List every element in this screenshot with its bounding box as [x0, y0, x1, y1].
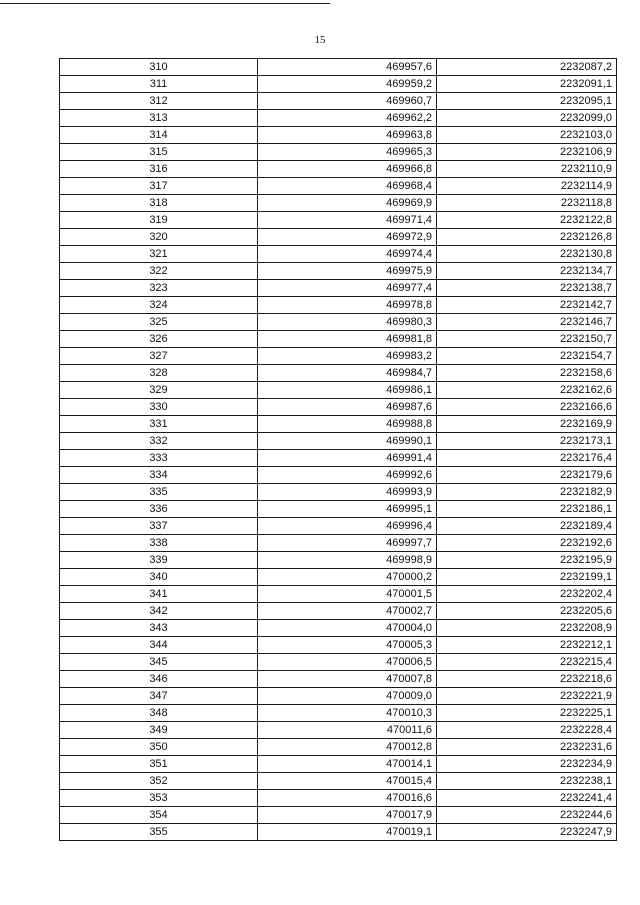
point-number-cell: 315 — [60, 144, 258, 161]
table-row — [60, 535, 617, 552]
y-coordinate-cell: 2232234,9 — [437, 756, 617, 773]
x-coordinate-cell: 469980,3 — [258, 314, 437, 331]
x-coordinate-cell: 470012,8 — [258, 739, 437, 756]
x-coordinate-cell: 470001,5 — [258, 586, 437, 603]
table-row — [60, 467, 617, 484]
table-row — [60, 365, 617, 382]
point-number-cell: 326 — [60, 331, 258, 348]
point-number-cell: 347 — [60, 688, 258, 705]
x-coordinate-cell: 469996,4 — [258, 518, 437, 535]
y-coordinate-cell: 2232208,9 — [437, 620, 617, 637]
y-coordinate-cell: 2232176,4 — [437, 450, 617, 467]
table-row — [60, 110, 617, 127]
table-row — [60, 450, 617, 467]
point-number-cell: 323 — [60, 280, 258, 297]
x-coordinate-cell: 470000,2 — [258, 569, 437, 586]
x-coordinate-cell: 469960,7 — [258, 93, 437, 110]
table-row — [60, 280, 617, 297]
point-number-cell: 329 — [60, 382, 258, 399]
table-row — [60, 433, 617, 450]
y-coordinate-cell: 2232215,4 — [437, 654, 617, 671]
y-coordinate-cell: 2232095,1 — [437, 93, 617, 110]
x-coordinate-cell: 469959,2 — [258, 76, 437, 93]
y-coordinate-cell: 2232244,6 — [437, 807, 617, 824]
y-coordinate-cell: 2232087,2 — [437, 59, 617, 76]
y-coordinate-cell: 2232228,4 — [437, 722, 617, 739]
x-coordinate-cell: 469998,9 — [258, 552, 437, 569]
table-row — [60, 93, 617, 110]
y-coordinate-cell: 2232186,1 — [437, 501, 617, 518]
x-coordinate-cell: 469983,2 — [258, 348, 437, 365]
point-number-cell: 339 — [60, 552, 258, 569]
table-row — [60, 127, 617, 144]
y-coordinate-cell: 2232238,1 — [437, 773, 617, 790]
y-coordinate-cell: 2232221,9 — [437, 688, 617, 705]
y-coordinate-cell: 2232212,1 — [437, 637, 617, 654]
y-coordinate-cell: 2232134,7 — [437, 263, 617, 280]
table-row — [60, 501, 617, 518]
y-coordinate-cell: 2232162,6 — [437, 382, 617, 399]
x-coordinate-cell: 469988,8 — [258, 416, 437, 433]
table-row — [60, 144, 617, 161]
point-number-cell: 338 — [60, 535, 258, 552]
x-coordinate-cell: 469997,7 — [258, 535, 437, 552]
table-row — [60, 688, 617, 705]
table-row — [60, 637, 617, 654]
point-number-cell: 317 — [60, 178, 258, 195]
table-row — [60, 246, 617, 263]
point-number-cell: 353 — [60, 790, 258, 807]
table-row — [60, 654, 617, 671]
table-row — [60, 705, 617, 722]
point-number-cell: 321 — [60, 246, 258, 263]
x-coordinate-cell: 469957,6 — [258, 59, 437, 76]
x-coordinate-cell: 469981,8 — [258, 331, 437, 348]
y-coordinate-cell: 2232110,9 — [437, 161, 617, 178]
table-row — [60, 195, 617, 212]
y-coordinate-cell: 2232195,9 — [437, 552, 617, 569]
table-row — [60, 178, 617, 195]
point-number-cell: 344 — [60, 637, 258, 654]
table-row — [60, 807, 617, 824]
point-number-cell: 354 — [60, 807, 258, 824]
y-coordinate-cell: 2232173,1 — [437, 433, 617, 450]
table-row — [60, 297, 617, 314]
point-number-cell: 330 — [60, 399, 258, 416]
x-coordinate-cell: 469993,9 — [258, 484, 437, 501]
y-coordinate-cell: 2232099,0 — [437, 110, 617, 127]
x-coordinate-cell: 469965,3 — [258, 144, 437, 161]
point-number-cell: 313 — [60, 110, 258, 127]
table-row — [60, 229, 617, 246]
table-row — [60, 161, 617, 178]
point-number-cell: 343 — [60, 620, 258, 637]
point-number-cell: 311 — [60, 76, 258, 93]
table-row — [60, 722, 617, 739]
y-coordinate-cell: 2232169,9 — [437, 416, 617, 433]
y-coordinate-cell: 2232231,6 — [437, 739, 617, 756]
table-row — [60, 331, 617, 348]
point-number-cell: 355 — [60, 824, 258, 841]
point-number-cell: 335 — [60, 484, 258, 501]
y-coordinate-cell: 2232199,1 — [437, 569, 617, 586]
x-coordinate-cell: 470005,3 — [258, 637, 437, 654]
table-row — [60, 416, 617, 433]
table-row — [60, 586, 617, 603]
table-row — [60, 620, 617, 637]
y-coordinate-cell: 2232179,6 — [437, 467, 617, 484]
y-coordinate-cell: 2232166,6 — [437, 399, 617, 416]
x-coordinate-cell: 469984,7 — [258, 365, 437, 382]
table-row — [60, 382, 617, 399]
y-coordinate-cell: 2232142,7 — [437, 297, 617, 314]
table-row — [60, 348, 617, 365]
x-coordinate-cell: 469987,6 — [258, 399, 437, 416]
x-coordinate-cell: 470009,0 — [258, 688, 437, 705]
x-coordinate-cell: 469972,9 — [258, 229, 437, 246]
table-row — [60, 790, 617, 807]
point-number-cell: 322 — [60, 263, 258, 280]
y-coordinate-cell: 2232126,8 — [437, 229, 617, 246]
point-number-cell: 325 — [60, 314, 258, 331]
point-number-cell: 336 — [60, 501, 258, 518]
y-coordinate-cell: 2232138,7 — [437, 280, 617, 297]
point-number-cell: 345 — [60, 654, 258, 671]
coordinates-table — [59, 58, 617, 841]
x-coordinate-cell: 469991,4 — [258, 450, 437, 467]
table-row — [60, 739, 617, 756]
table-row — [60, 671, 617, 688]
x-coordinate-cell: 470017,9 — [258, 807, 437, 824]
y-coordinate-cell: 2232146,7 — [437, 314, 617, 331]
table-row — [60, 263, 617, 280]
y-coordinate-cell: 2232192,6 — [437, 535, 617, 552]
point-number-cell: 320 — [60, 229, 258, 246]
y-coordinate-cell: 2232205,6 — [437, 603, 617, 620]
y-coordinate-cell: 2232106,9 — [437, 144, 617, 161]
point-number-cell: 350 — [60, 739, 258, 756]
table-row — [60, 824, 617, 841]
y-coordinate-cell: 2232189,4 — [437, 518, 617, 535]
point-number-cell: 316 — [60, 161, 258, 178]
y-coordinate-cell: 2232091,1 — [437, 76, 617, 93]
table-row — [60, 399, 617, 416]
point-number-cell: 318 — [60, 195, 258, 212]
table-row — [60, 314, 617, 331]
table-row — [60, 569, 617, 586]
x-coordinate-cell: 469974,4 — [258, 246, 437, 263]
x-coordinate-cell: 469969,9 — [258, 195, 437, 212]
coordinates-table-body — [60, 59, 617, 841]
point-number-cell: 327 — [60, 348, 258, 365]
x-coordinate-cell: 469968,4 — [258, 178, 437, 195]
point-number-cell: 333 — [60, 450, 258, 467]
table-row — [60, 773, 617, 790]
x-coordinate-cell: 470004,0 — [258, 620, 437, 637]
point-number-cell: 310 — [60, 59, 258, 76]
x-coordinate-cell: 469966,8 — [258, 161, 437, 178]
x-coordinate-cell: 469962,2 — [258, 110, 437, 127]
y-coordinate-cell: 2232122,8 — [437, 212, 617, 229]
y-coordinate-cell: 2232103,0 — [437, 127, 617, 144]
y-coordinate-cell: 2232118,8 — [437, 195, 617, 212]
point-number-cell: 331 — [60, 416, 258, 433]
point-number-cell: 348 — [60, 705, 258, 722]
point-number-cell: 346 — [60, 671, 258, 688]
y-coordinate-cell: 2232130,8 — [437, 246, 617, 263]
x-coordinate-cell: 470019,1 — [258, 824, 437, 841]
y-coordinate-cell: 2232218,6 — [437, 671, 617, 688]
table-row — [60, 552, 617, 569]
point-number-cell: 328 — [60, 365, 258, 382]
x-coordinate-cell: 469992,6 — [258, 467, 437, 484]
table-row — [60, 756, 617, 773]
top-edge-rule — [0, 3, 330, 4]
y-coordinate-cell: 2232225,1 — [437, 705, 617, 722]
y-coordinate-cell: 2232241,4 — [437, 790, 617, 807]
x-coordinate-cell: 469975,9 — [258, 263, 437, 280]
point-number-cell: 324 — [60, 297, 258, 314]
table-row — [60, 603, 617, 620]
y-coordinate-cell: 2232158,6 — [437, 365, 617, 382]
x-coordinate-cell: 470011,6 — [258, 722, 437, 739]
point-number-cell: 337 — [60, 518, 258, 535]
y-coordinate-cell: 2232154,7 — [437, 348, 617, 365]
point-number-cell: 351 — [60, 756, 258, 773]
page-number: 15 — [314, 34, 326, 46]
y-coordinate-cell: 2232114,9 — [437, 178, 617, 195]
x-coordinate-cell: 470002,7 — [258, 603, 437, 620]
table-row — [60, 484, 617, 501]
point-number-cell: 352 — [60, 773, 258, 790]
point-number-cell: 314 — [60, 127, 258, 144]
x-coordinate-cell: 469990,1 — [258, 433, 437, 450]
y-coordinate-cell: 2232202,4 — [437, 586, 617, 603]
x-coordinate-cell: 469971,4 — [258, 212, 437, 229]
point-number-cell: 341 — [60, 586, 258, 603]
table-row — [60, 518, 617, 535]
x-coordinate-cell: 470006,5 — [258, 654, 437, 671]
point-number-cell: 349 — [60, 722, 258, 739]
y-coordinate-cell: 2232182,9 — [437, 484, 617, 501]
x-coordinate-cell: 470015,4 — [258, 773, 437, 790]
table-row — [60, 59, 617, 76]
x-coordinate-cell: 469978,8 — [258, 297, 437, 314]
x-coordinate-cell: 470014,1 — [258, 756, 437, 773]
point-number-cell: 340 — [60, 569, 258, 586]
point-number-cell: 319 — [60, 212, 258, 229]
point-number-cell: 334 — [60, 467, 258, 484]
point-number-cell: 332 — [60, 433, 258, 450]
point-number-cell: 342 — [60, 603, 258, 620]
x-coordinate-cell: 470010,3 — [258, 705, 437, 722]
x-coordinate-cell: 469986,1 — [258, 382, 437, 399]
x-coordinate-cell: 469977,4 — [258, 280, 437, 297]
x-coordinate-cell: 469963,8 — [258, 127, 437, 144]
x-coordinate-cell: 470016,6 — [258, 790, 437, 807]
y-coordinate-cell: 2232150,7 — [437, 331, 617, 348]
y-coordinate-cell: 2232247,9 — [437, 824, 617, 841]
x-coordinate-cell: 470007,8 — [258, 671, 437, 688]
point-number-cell: 312 — [60, 93, 258, 110]
table-row — [60, 76, 617, 93]
table-row — [60, 212, 617, 229]
x-coordinate-cell: 469995,1 — [258, 501, 437, 518]
